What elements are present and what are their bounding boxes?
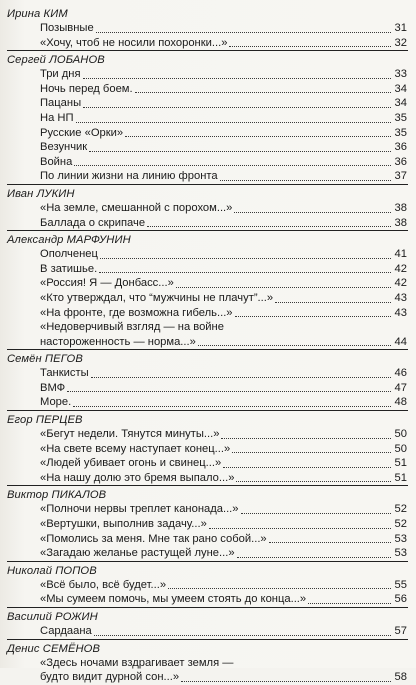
toc-entry[interactable] (7, 502, 408, 517)
toc-entry[interactable] (7, 517, 408, 532)
page-number: 50 (394, 428, 407, 441)
page-number: 46 (394, 367, 407, 380)
entry-title: «Россия! Я — Донбасс...» (40, 277, 174, 290)
entry-title: Пацаны (40, 97, 82, 110)
dot-leader (83, 106, 391, 108)
entry-title: «Загадаю желанье растущей луне...» (40, 547, 235, 560)
entry-title: По линии жизни на линию фронта (40, 170, 218, 183)
toc-entry[interactable] (7, 456, 408, 471)
page-number: 50 (394, 442, 407, 455)
page-number: 36 (394, 141, 407, 154)
toc-entry[interactable] (7, 216, 408, 231)
toc-section (7, 50, 408, 184)
page-number: 35 (394, 111, 407, 124)
dot-leader (241, 512, 391, 514)
toc-entry[interactable] (7, 366, 408, 381)
entry-title: «Мы сумеем помочь, мы умеем стоять до конца...» (40, 593, 307, 606)
page-number: 38 (394, 216, 407, 229)
dot-leader (209, 527, 391, 529)
author-name: Александр МАРФУНИН (7, 234, 131, 247)
toc-entry[interactable] (7, 320, 408, 349)
dot-leader (135, 91, 391, 93)
toc-entry[interactable] (7, 306, 408, 321)
author-name: Николай ПОПОВ (7, 564, 97, 577)
toc-entry[interactable] (7, 67, 408, 82)
entry-title: «Бегут недели. Тянутся минуты...» (40, 428, 220, 441)
dot-leader (234, 211, 391, 213)
toc-section (7, 230, 408, 349)
dot-leader (91, 376, 391, 378)
entry-title: будто видит дурной сон...» (40, 671, 180, 684)
entry-title: настороженность — норма...» (40, 335, 196, 348)
toc-entry[interactable] (7, 532, 408, 547)
toc-entry[interactable] (7, 36, 408, 51)
dot-leader (236, 480, 391, 482)
dot-leader (181, 680, 391, 682)
toc-entry[interactable] (7, 656, 408, 685)
page-number: 33 (394, 68, 407, 81)
author-name: Василий РОЖИН (7, 611, 98, 623)
dot-leader (223, 466, 391, 468)
page-number: 52 (394, 503, 407, 516)
author-name: Семён ПЕГОВ (7, 353, 83, 366)
entry-title: В затишье. (40, 262, 98, 275)
toc-section (7, 561, 408, 607)
entry-title: Позывные (40, 22, 94, 34)
entry-title: Баллада о скрипаче (40, 216, 146, 229)
entry-title-line2 (40, 335, 407, 350)
toc-entry[interactable] (7, 592, 408, 607)
page-number: 53 (394, 532, 407, 545)
toc-entry[interactable] (7, 82, 408, 97)
entry-title-line1: «Недоверчивый взгляд — на войне (40, 321, 224, 334)
page-number: 34 (394, 82, 407, 95)
entry-title: Три дня (40, 68, 81, 81)
toc-section (7, 349, 408, 410)
dot-leader (275, 301, 391, 303)
toc-entry[interactable] (7, 155, 408, 170)
entry-title: «Полночи нервы треплет канонада...» (40, 503, 239, 516)
page-number: 36 (394, 155, 407, 168)
toc-section (7, 410, 408, 485)
toc-entry[interactable] (7, 381, 408, 396)
entry-title: «На свете всему наступает конец...» (40, 442, 231, 455)
page-number: 51 (394, 457, 407, 470)
toc-entry[interactable] (7, 624, 408, 639)
page-number: 35 (394, 126, 407, 139)
dot-leader (96, 31, 391, 33)
dot-leader (76, 121, 391, 123)
dot-leader (67, 390, 391, 392)
toc-entry[interactable] (7, 262, 408, 277)
entry-title: Танкисты (40, 367, 89, 380)
page-number: 44 (394, 335, 407, 348)
dot-leader (229, 45, 391, 47)
page-number: 42 (394, 262, 407, 275)
toc-entry[interactable] (7, 291, 408, 306)
author-name: Денис СЕМЁНОВ (7, 642, 101, 655)
toc-entry[interactable] (7, 201, 408, 216)
toc-entry[interactable] (7, 247, 408, 262)
toc-entry[interactable] (7, 427, 408, 442)
entry-title: «На нашу долю это бремя выпало...» (40, 471, 235, 484)
entry-title: Везунчик (40, 141, 88, 154)
entry-title: ВМФ (40, 381, 66, 394)
dot-leader (99, 271, 391, 273)
dot-leader (221, 437, 391, 439)
dot-leader (176, 286, 391, 288)
toc-section (7, 485, 408, 560)
dot-leader (125, 135, 391, 137)
dot-leader (73, 405, 391, 407)
toc-section (7, 5, 408, 50)
page-number: 38 (394, 201, 407, 214)
entry-title: На НП (40, 111, 74, 124)
page-number: 58 (394, 671, 407, 684)
toc-entry[interactable] (7, 442, 408, 457)
dot-leader (74, 164, 391, 166)
author-name: Иван ЛУКИН (7, 187, 75, 200)
author-name: Сергей ЛОБАНОВ (7, 54, 105, 67)
dot-leader (269, 541, 391, 543)
author-name: Ирина КИМ (7, 8, 68, 20)
entry-title: Ополченец (40, 248, 98, 261)
entry-title: «На земле, смешанной с порохом...» (40, 201, 233, 214)
dot-leader (235, 315, 391, 317)
toc-entry[interactable] (7, 126, 408, 141)
entry-title: «На фронте, где возможна гибель...» (40, 306, 233, 319)
page-number: 34 (394, 97, 407, 110)
page-number: 47 (394, 381, 407, 394)
page-number: 31 (394, 22, 407, 34)
toc-entry[interactable] (7, 111, 408, 126)
toc-entry[interactable] (7, 546, 408, 561)
dot-leader (83, 77, 391, 79)
author-name: Егор ПЕРЦЕВ (7, 414, 83, 427)
page-number: 43 (394, 291, 407, 304)
page-number: 52 (394, 518, 407, 531)
entry-title: «Людей убивает огонь и свинец...» (40, 457, 222, 470)
toc-entry[interactable] (7, 276, 408, 291)
dot-leader (89, 150, 391, 152)
toc-section (7, 607, 408, 639)
dot-leader (147, 225, 391, 227)
entry-title: Война (40, 155, 73, 168)
page-number: 51 (394, 471, 407, 484)
dot-leader (94, 634, 391, 636)
toc-section (7, 639, 408, 685)
toc-entry[interactable] (7, 471, 408, 486)
dot-leader (220, 179, 391, 181)
page-number: 55 (394, 578, 407, 591)
dot-leader (198, 344, 391, 346)
entry-title: Море. (40, 396, 72, 409)
toc-entry[interactable] (7, 21, 408, 36)
author-name: Виктор ПИКАЛОВ (7, 489, 107, 502)
entry-title: Ночь перед боем. (40, 82, 133, 95)
toc-section (7, 184, 408, 230)
page-number: 43 (394, 306, 407, 319)
entry-title: «Хочу, чтоб не носили похоронки...» (40, 36, 228, 49)
page-number: 42 (394, 277, 407, 290)
entry-title-line2 (40, 670, 407, 685)
entry-title: «Помолись за меня. Мне так рано собой...» (40, 532, 267, 545)
toc-entry[interactable] (7, 169, 408, 184)
page-number: 32 (394, 36, 407, 49)
page-number: 48 (394, 396, 407, 409)
entry-title-line1: «Здесь ночами вздрагивает земля — (40, 656, 234, 669)
page-number: 53 (394, 547, 407, 560)
entry-title: «Всё было, всё будет...» (40, 578, 167, 591)
dot-leader (100, 257, 391, 259)
entry-title: Русские «Орки» (40, 126, 124, 139)
entry-title: «Кто утверждал, что “мужчины не плачут”...» (40, 291, 274, 304)
dot-leader (232, 451, 391, 453)
dot-leader (237, 556, 391, 558)
toc-entry[interactable] (7, 578, 408, 593)
dot-leader (308, 602, 391, 604)
table-of-contents (7, 5, 408, 685)
toc-entry[interactable] (7, 395, 408, 410)
page-number: 57 (394, 625, 407, 637)
toc-entry[interactable] (7, 96, 408, 111)
page-number: 37 (394, 170, 407, 183)
entry-title: «Вертушки, выполнив задачу...» (40, 518, 207, 531)
page-number: 56 (394, 593, 407, 606)
dot-leader (168, 587, 391, 589)
page-number: 41 (394, 248, 407, 261)
entry-title: Сардаана (40, 625, 92, 637)
toc-entry[interactable] (7, 140, 408, 155)
